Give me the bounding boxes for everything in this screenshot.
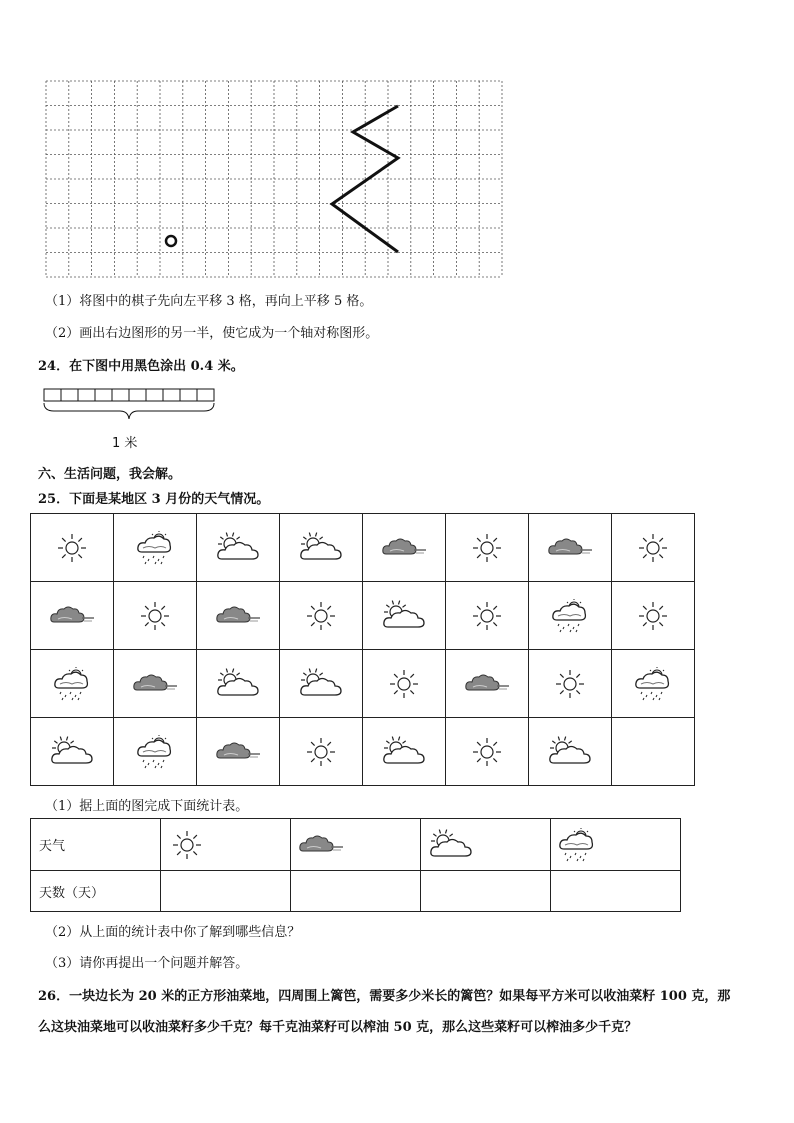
calendar-cell: [612, 582, 695, 650]
stat-table: [30, 818, 681, 912]
sun-icon: [550, 668, 590, 700]
sun-icon: [52, 532, 92, 564]
calendar-cell: [197, 718, 280, 786]
bar-segment[interactable]: [163, 389, 180, 401]
calendar-cell: [280, 582, 363, 650]
calendar-cell: [529, 650, 612, 718]
rainy-icon: [557, 827, 597, 863]
calendar-cell: [197, 514, 280, 582]
q24-text: 24．在下图中用黑色涂出 0.4 米。: [38, 359, 244, 374]
calendar-cell: [197, 650, 280, 718]
partly-cloudy-icon: [214, 667, 262, 701]
sun-icon: [633, 532, 673, 564]
calendar-cell: [31, 718, 114, 786]
sun-icon: [467, 532, 507, 564]
stat-icon-cell: [551, 819, 681, 871]
stat-icon-cell: [421, 819, 551, 871]
partly-cloudy-icon: [48, 735, 96, 769]
bar-segment[interactable]: [95, 389, 112, 401]
calendar-cell: [114, 514, 197, 582]
q25-intro: 25．下面是某地区 3 月份的天气情况。: [38, 492, 270, 507]
cloudy-icon: [297, 829, 345, 861]
rainy-icon: [135, 734, 175, 770]
stat-days-input[interactable]: [161, 871, 291, 912]
calendar-cell: [446, 514, 529, 582]
rainy-icon: [135, 530, 175, 566]
q23-part2: （2）画出右边图形的另一半，使它成为一个轴对称图形。: [45, 326, 379, 341]
sun-icon: [384, 668, 424, 700]
bar-segment[interactable]: [44, 389, 61, 401]
sun-icon: [633, 600, 673, 632]
bar-segment[interactable]: [129, 389, 146, 401]
stat-icon-wrap: [297, 829, 357, 861]
rainy-icon: [550, 598, 590, 634]
calendar-cell: [114, 650, 197, 718]
cloudy-icon: [380, 532, 428, 564]
stat-weather-label: 天气: [31, 819, 161, 871]
calendar-cell: [363, 514, 446, 582]
calendar-cell: [280, 514, 363, 582]
meter-bar: [42, 387, 218, 427]
stat-days-input[interactable]: [291, 871, 421, 912]
stat-icon-cell: [161, 819, 291, 871]
sun-icon: [135, 600, 175, 632]
calendar-cell: [529, 718, 612, 786]
partly-cloudy-icon: [297, 531, 345, 565]
stat-days-label: 天数（天）: [31, 871, 161, 912]
calendar-cell: [363, 582, 446, 650]
sun-icon: [301, 600, 341, 632]
stat-icon-wrap: [557, 827, 617, 863]
partly-cloudy-icon: [546, 735, 594, 769]
sun-icon: [467, 736, 507, 768]
bar-segment[interactable]: [112, 389, 129, 401]
partly-cloudy-icon: [380, 599, 428, 633]
stat-icon-wrap: [167, 829, 227, 861]
q25-part1: （1）据上面的图完成下面统计表。: [45, 799, 249, 814]
calendar-cell: [197, 582, 280, 650]
calendar-cell: [114, 582, 197, 650]
partly-cloudy-icon: [214, 531, 262, 565]
bar-segment[interactable]: [61, 389, 78, 401]
cloudy-icon: [546, 532, 594, 564]
calendar-cell: [280, 718, 363, 786]
partly-cloudy-icon: [297, 667, 345, 701]
cloudy-icon: [214, 600, 262, 632]
ruler-label: 1 米: [112, 436, 138, 451]
brace: [44, 403, 214, 419]
sun-icon: [167, 829, 207, 861]
q23-part1: （1）将图中的棋子先向左平移 3 格，再向上平移 5 格。: [45, 294, 373, 309]
q26-line1: 26．一块边长为 20 米的正方形油菜地，四周围上篱笆，需要多少米长的篱笆？如果每平方米可以收油菜籽 100 克，那: [38, 989, 731, 1004]
calendar-cell: [31, 650, 114, 718]
calendar-cell: [31, 582, 114, 650]
calendar-cell: [446, 582, 529, 650]
partly-cloudy-icon: [380, 735, 428, 769]
calendar-cell: [446, 718, 529, 786]
calendar-cell: [612, 514, 695, 582]
sun-icon: [301, 736, 341, 768]
cloudy-icon: [214, 736, 262, 768]
calendar-cell: [446, 650, 529, 718]
grid-figure: [45, 80, 503, 278]
calendar-cell: [529, 582, 612, 650]
bar-segment[interactable]: [146, 389, 163, 401]
stat-icon-wrap: [427, 828, 487, 862]
calendar-cell: [280, 650, 363, 718]
chess-piece: [166, 236, 176, 246]
cloudy-icon: [131, 668, 179, 700]
bar-segment[interactable]: [180, 389, 197, 401]
bar-segment[interactable]: [197, 389, 214, 401]
stat-days-input[interactable]: [421, 871, 551, 912]
q25-part2: （2）从上面的统计表中你了解到哪些信息？: [45, 925, 301, 940]
sun-icon: [467, 600, 507, 632]
bar-segment[interactable]: [78, 389, 95, 401]
calendar-cell: [363, 718, 446, 786]
weather-calendar: [30, 513, 695, 786]
rainy-icon: [52, 666, 92, 702]
q26-line2: 么这块油菜地可以收油菜籽多少千克？每千克油菜籽可以榨油 50 克，那么这些菜籽可以榨油多少千克？: [38, 1020, 638, 1035]
q25-part3: （3）请你再提出一个问题并解答。: [45, 956, 249, 971]
calendar-cell: [612, 650, 695, 718]
rainy-icon: [633, 666, 673, 702]
stat-days-input[interactable]: [551, 871, 681, 912]
calendar-cell: [529, 514, 612, 582]
calendar-cell: [612, 718, 695, 786]
cloudy-icon: [48, 600, 96, 632]
section6-title: 六、生活问题，我会解。: [38, 467, 182, 482]
cloudy-icon: [463, 668, 511, 700]
calendar-cell: [363, 650, 446, 718]
partly-cloudy-icon: [427, 828, 475, 862]
calendar-cell: [31, 514, 114, 582]
stat-icon-cell: [291, 819, 421, 871]
calendar-cell: [114, 718, 197, 786]
